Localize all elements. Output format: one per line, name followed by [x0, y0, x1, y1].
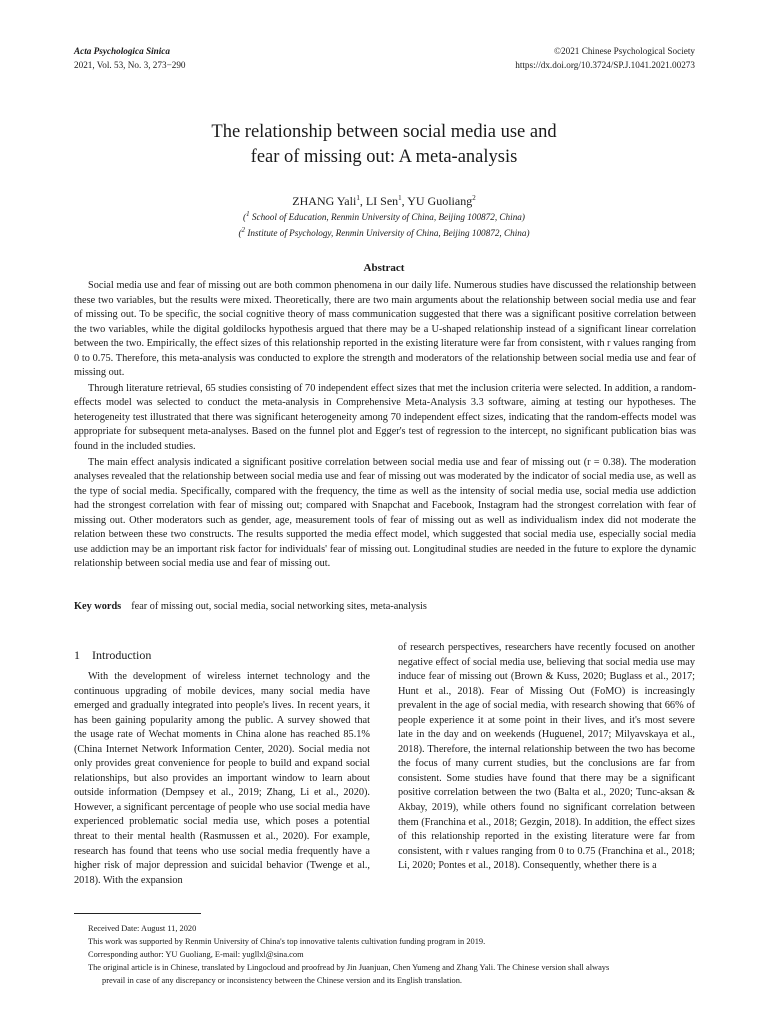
title-line-2: fear of missing out: A meta-analysis [250, 147, 518, 167]
abstract-heading: Abstract [363, 262, 405, 274]
author-affil-marker: 1 [356, 194, 360, 202]
affiliation-line: ($^1$ School of Education, Renmin University of China, Beijing 100872, China) [243, 210, 525, 223]
keywords [74, 601, 696, 612]
author-name: LI Sen [365, 194, 399, 208]
paper-title [0, 120, 768, 170]
copyright-notice: ©2021 Chinese Psychological Society [554, 46, 695, 56]
author-name: ZHANG Yali [292, 194, 357, 208]
body-paragraph: of research perspectives, researchers have recently focused on another negative effect of social media use, believing that social media use may induce fear of missing out (Brown & Kuss, 2020; Buglass et al., 2017; Hunt et al., 2018). Fear of Missing Out (FoMO) is increasingly prevalent in the age of social media, with research showing that 66% of people experience it at some point in their lives, and it's most severe late in the day and on weekends (Huguenel, 2017; Milyavskaya et al., 2018). Therefore, the internal relationship between the two has become the focus of many current studies, but the conclusions are far from consistent. Some studies have found that there may be a significant positive correlation between the two (Balta et al., 2020; Tunc-aksan & Akbay, 2019), while others found no significant correlation between them (Franchina et al., 2018; Gezgin, 2018). In addition, the effect sizes of this relationship reported in the existing literature were far from consistent, with r values ranging from 0 to 0.75 (Franchina et al., 2018; Li, 2020; Pontes et al., 2018). Consequently, whether there is a [398, 642, 695, 872]
doi-link[interactable]: https://dx.doi.org/10.3724/SP.J.1041.2021.00273 [515, 60, 695, 70]
author-affil-marker: 2 [472, 194, 476, 202]
footnotes [88, 922, 698, 987]
abstract-paragraph: The main effect analysis indicated a significant positive correlation between social media use and fear of missing out (r = 0.38). The moderation analyses revealed that the relationship between social media use and fear of missing out was moderated by the indicator of social media use, as well as the type of social media. Specifically, compared with the frequency, the time as well as the intensity of social media use, social media use addiction had the strongest correlation with fear of missing out; compared with Snapchat and Facebook, Instagram had the strongest correlation with fear of missing out. Other moderators such as gender, age, measurement tools of fear of missing out as well as individualism index did not moderate the relation between these two constructs. The results supported the media effect model, which suggested that social media use, especially social media use addiction may be an important risk factor for individuals' fear of missing out. Longitudinal studies are needed in the future to explore the dynamic relationship between social media use and fear of missing out. [74, 456, 696, 570]
body-column-right [398, 641, 695, 874]
title-line-1: The relationship between social media use and [211, 122, 557, 142]
abstract-paragraph: Social media use and fear of missing out are both common phenomena in our daily life. Numerous studies have discussed the relationship between these two variables, but the results were mixed. Theoretically, there are two main arguments about the relationship between social media use and fear of missing out. To be specific, the social cognitive theory of mass communication suggested that there was a significant positive correlation between the two variables, while the digital goldilocks hypothesis argued that there may be a U-shaped relationship instead of a significant linear correlation between the two. Empirically, the effect sizes of this relationship reported in the existing literature were far from consistent, with r values ranging from 0 to 0.75. Therefore, this meta-analysis was conducted to explore the strength and moderators of the relationship between social media use and fear of missing out. [74, 280, 696, 379]
abstract-paragraph: Through literature retrieval, 65 studies consisting of 70 independent effect sizes that met the inclusion criteria were selected. In addition, a random-effects model was selected to conduct the meta-analysis in Comprehensive Meta-Analysis 3.3 software, aiming at testing our hypotheses. The heterogeneity test illustrated that there was significant heterogeneity among 70 independent effect sizes, indicating that the random-effects model was appropriate for subsequent meta-analyses. Based on the funnel plot and Egger's test of regression to the intercept, no significant publication bias was found in the included studies. [74, 382, 696, 453]
footnote-divider [74, 913, 201, 914]
footnote-funding: This work was supported by Renmin University of China's top innovative talents cultivation funding program in 2019. [88, 937, 486, 946]
author-list: ZHANG Yali$^1$, LI Sen$^1$, YU Guoliang$^2$ [292, 194, 476, 208]
footnote-translation-cont: prevail in case of any discrepancy or inconsistency between the Chinese version and its English translation. [102, 976, 463, 985]
section-number: 1 [74, 648, 80, 662]
author-name: YU Guoliang [407, 194, 473, 208]
journal-name: Acta Psychologica Sinica [74, 46, 170, 56]
footnote-translation: The original article is in Chinese, translated by Lingocloud and proofread by Jin Juanjuan, Chen Yumeng and Zhang Yali. The Chinese version shall always [88, 963, 610, 972]
affiliations [0, 208, 768, 240]
keywords-text: fear of missing out, social media, social networking sites, meta-analysis [131, 601, 427, 612]
abstract-body [74, 279, 696, 572]
affiliation-line: ($^2$ Institute of Psychology, Renmin University of China, Beijing 100872, China) [238, 226, 530, 239]
author-affil-marker: 1 [398, 194, 402, 202]
section-heading-introduction [74, 648, 151, 663]
body-paragraph: With the development of wireless internet technology and the continuous upgrading of mobile devices, many social media have emerged and gradually integrated into people's lives. In recent years, it has been gaining popularity among the public. A survey showed that the usage rate of Wechat moments in China alone has reached 85.1% (China Internet Network Information Center, 2020). Social media not only provides great convenience for people to build and expand social relationships, but also provides an important window to learn about outside information (Dempsey et al., 2019; Zhang, Li et al., 2020). However, a significant percentage of people who use social media have experienced problematic social media use, which poses a potential threat to their mental health (Rasmussen et al., 2020). For example, research has found that teens who use social media frequently have a higher risk of major depression and suicidal behavior (Twenge et al., 2018). With the expansion [74, 671, 370, 886]
keywords-label: Key words [74, 601, 122, 612]
volume-info: 2021, Vol. 53, No. 3, 273−290 [74, 60, 186, 70]
running-header-right [515, 44, 695, 72]
running-header-left [74, 44, 186, 72]
body-column-left [74, 670, 370, 888]
footnote-received: Received Date: August 11, 2020 [88, 924, 197, 933]
section-title: Introduction [92, 648, 152, 662]
footnote-correspondence: Corresponding author: YU Guoliang, E-mail: yugllxl@sina.com [88, 950, 304, 959]
